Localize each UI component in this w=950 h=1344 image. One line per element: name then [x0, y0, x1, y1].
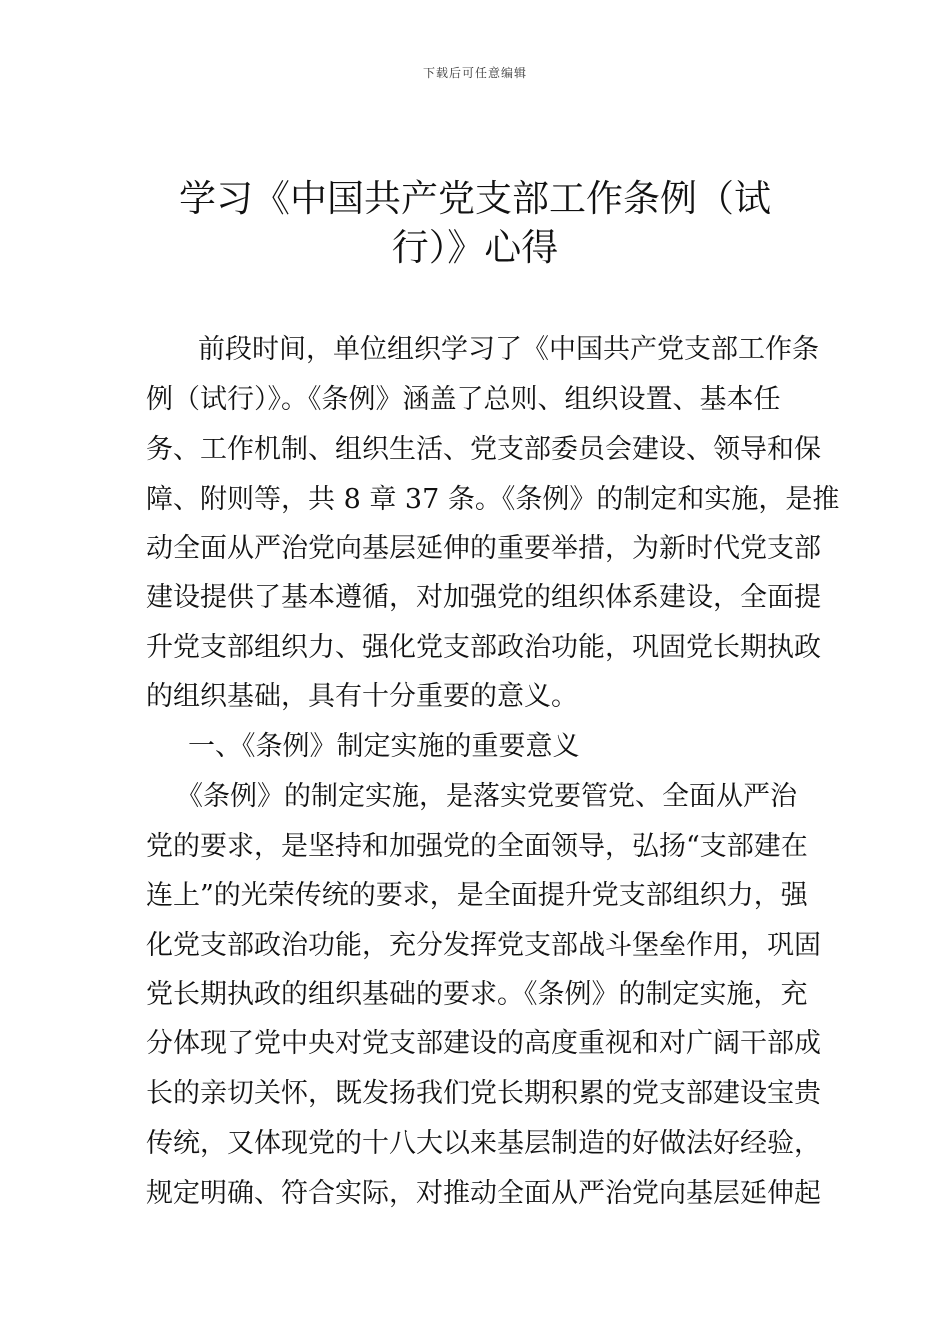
text-line: 《条例》的制定实施，是落实党要管党、全面从严治	[176, 781, 797, 812]
text-line: 的组织基础，具有十分重要的意义。	[146, 681, 578, 712]
header-note: 下载后可任意编辑	[422, 66, 527, 80]
text-line: 长的亲切关怀，既发扬我们党长期积累的党支部建设宝贵	[146, 1078, 821, 1109]
text-line: 建设提供了基本遵循，对加强党的组织体系建设，全面提	[146, 582, 821, 613]
text-line: 务、工作机制、组织生活、党支部委员会建设、领导和保	[146, 434, 821, 465]
section-heading: 一、《条例》制定实施的重要意义	[188, 731, 580, 762]
text-line: 党的要求，是坚持和加强党的全面领导，弘扬“支部建在	[146, 831, 808, 862]
text-line: 动全面从严治党向基层延伸的重要举措，为新时代党支部	[146, 533, 821, 564]
text-line: 规定明确、符合实际，对推动全面从严治党向基层延伸起	[146, 1178, 821, 1209]
text-line: 传统，又体现党的十八大以来基层制造的好做法好经验，	[146, 1128, 821, 1159]
document-title-line-1: 学习《中国共产党支部工作条例（试	[179, 177, 771, 220]
text-line: 升党支部组织力、强化党支部政治功能，巩固党长期执政	[146, 632, 821, 663]
text-line: 连上”的光荣传统的要求，是全面提升党支部组织力，强	[146, 880, 808, 911]
text-line: 党长期执政的组织基础的要求。《条例》的制定实施，充	[146, 979, 808, 1010]
text-line: 化党支部政治功能，充分发挥党支部战斗堡垒作用，巩固	[146, 930, 821, 961]
text-line: 障、附则等，共 8 章 37 条。《条例》的制定和实施，是推	[146, 484, 840, 515]
text-line: 例（试行）》。《条例》涵盖了总则、组织设置、基本任	[146, 384, 781, 415]
document-title-line-2: 行）》心得	[391, 226, 559, 269]
text-line: 前段时间，单位组织学习了《中国共产党支部工作条	[198, 334, 819, 365]
text-line: 分体现了党中央对党支部建设的高度重视和对广阔干部成	[146, 1028, 821, 1059]
